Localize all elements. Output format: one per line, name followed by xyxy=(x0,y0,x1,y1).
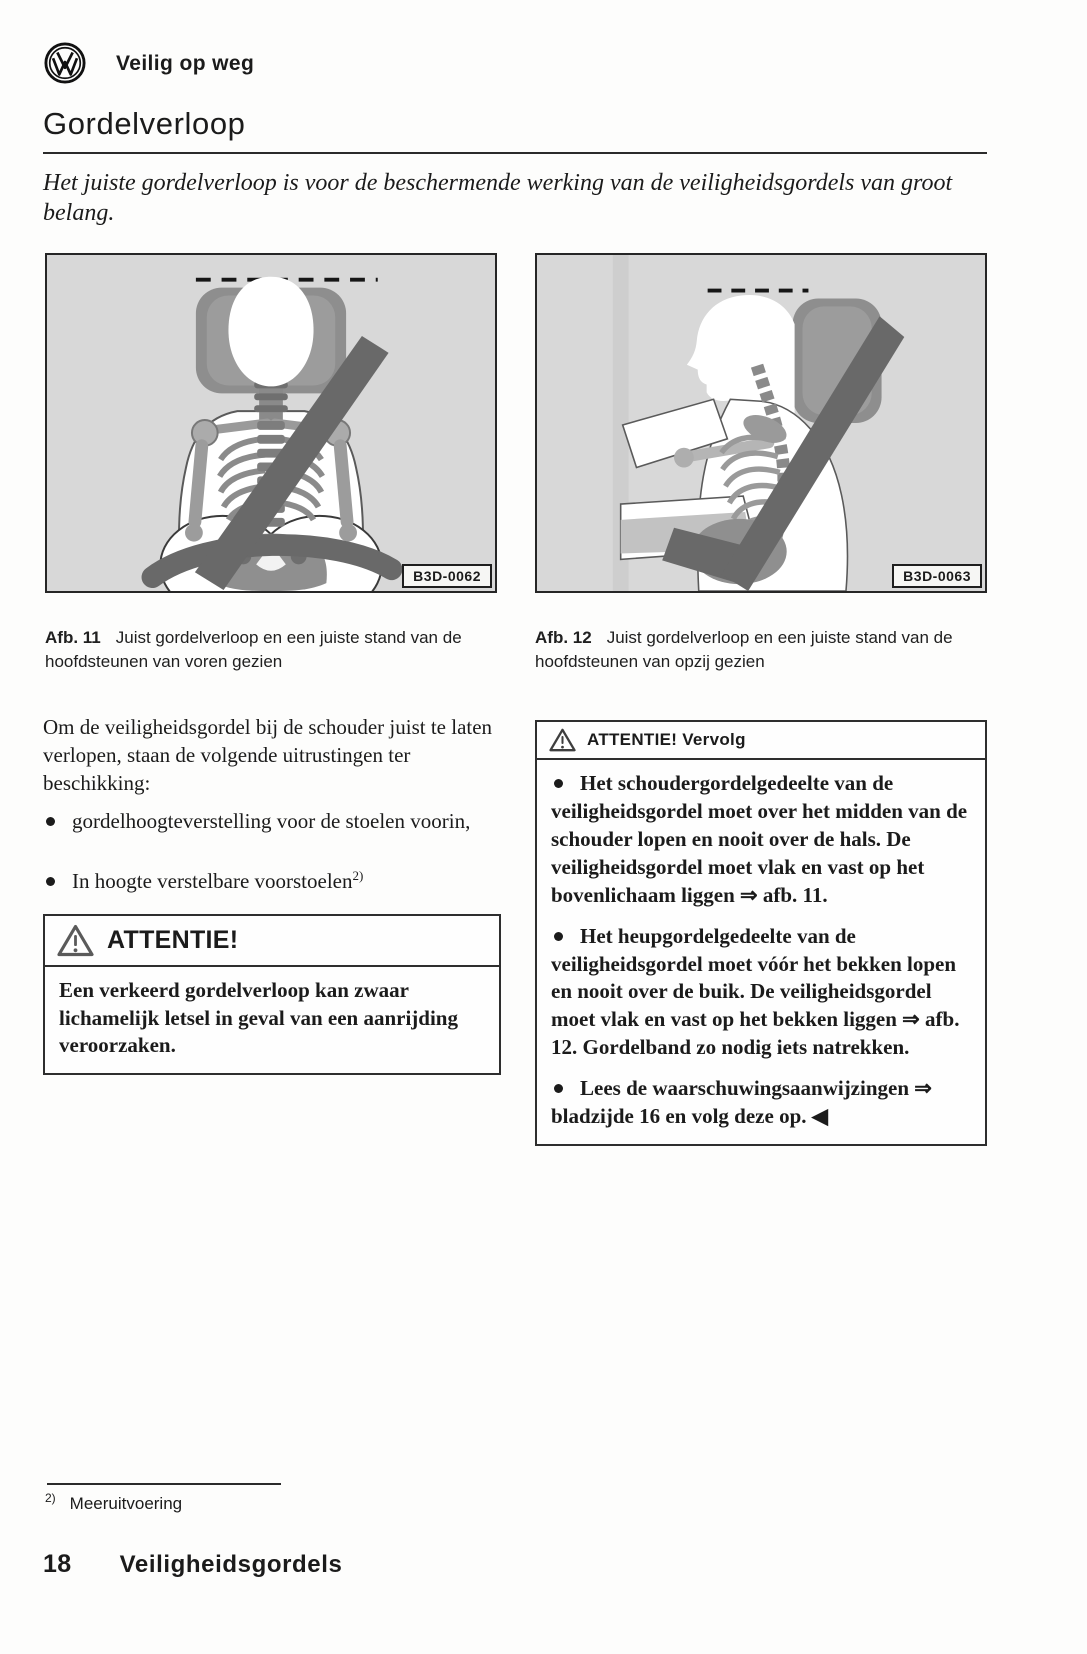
warning-body: Een verkeerd gordelverloop kan zwaar lichamelijk letsel in geval van een aanrijding veroorzaken. xyxy=(59,978,458,1058)
footnote-reference: 2) xyxy=(352,868,364,883)
warning-item-lap-belt: Het heupgordelgedeelte van de veiligheidsgordel moet vóór het bekken lopen en nooit over de buik. De veiligheidsgordel moet vlak en vast op het bekken liggen ⇒ afb. 12. Gordelband zo nodig iets natrekken. xyxy=(551,923,960,1060)
warning-body xyxy=(537,760,985,1144)
bullet-dot xyxy=(46,817,55,826)
warning-box xyxy=(43,914,501,1075)
warning-triangle-icon xyxy=(57,924,94,957)
figure-caption-afb-11 xyxy=(45,626,497,674)
title-rule xyxy=(43,152,987,154)
figure-caption-afb-12 xyxy=(535,626,987,674)
list-item-belt-height-adjuster: gordelhoogteverstelling voor de stoelen voorin, xyxy=(43,808,501,836)
figure-id-label: B3D-0062 xyxy=(402,564,492,588)
footnote-rule xyxy=(47,1483,281,1485)
caption-text: Juist gordelverloop en een juiste stand van de hoofdsteunen van voren gezien xyxy=(45,628,462,672)
page-title: Gordelverloop xyxy=(43,106,246,141)
warning-title: ATTENTIE! xyxy=(107,926,239,954)
intro-text: Het juiste gordelverloop is voor de beschermende werking van de veiligheidsgordels van groot belang. xyxy=(43,170,953,227)
list-item-height-adjustable-seats: In hoogte verstelbare voorstoelen$^{2)}$ xyxy=(43,868,501,896)
belt-routing-front-illustration xyxy=(47,255,495,591)
warning-title: ATTENTIE! Vervolg xyxy=(587,730,746,749)
bullet-dot xyxy=(554,779,563,788)
warning-header xyxy=(45,916,499,967)
intro-paragraph: Om de veiligheidsgordel bij de schouder juist te laten verlopen, staan de volgende uitrustingen ter beschikking: xyxy=(43,715,493,795)
warning-header xyxy=(537,722,985,760)
warning-continued-box xyxy=(535,720,987,1146)
belt-routing-side-illustration xyxy=(537,255,985,591)
figure-afb-11 xyxy=(45,253,497,593)
caption-text: Juist gordelverloop en een juiste stand van de hoofdsteunen van opzij gezien xyxy=(535,628,953,672)
bullet-dot xyxy=(46,877,55,886)
page-footer xyxy=(43,1550,342,1579)
chapter-name: Veiligheidsgordels xyxy=(119,1551,343,1578)
brand-text: Veilig op weg xyxy=(116,52,255,75)
caption-number: Afb. 12 xyxy=(535,628,592,647)
caption-number: Afb. 11 xyxy=(45,628,101,647)
warning-item-read-warnings: Lees de waarschuwingsaanwijzingen ⇒ bladzijde 16 en volg deze op. ◀ xyxy=(551,1076,932,1129)
figure-afb-12 xyxy=(535,253,987,593)
warning-item-shoulder-belt: Het schoudergordelgedeelte van de veiligheidsgordel moet over het midden van de schouder lopen en nooit over de hals. De veiligheidsgordel moet vlak en vast op het bovenlichaam liggen ⇒ afb. 11. xyxy=(551,771,968,907)
warning-triangle-icon xyxy=(549,728,576,752)
page-number: 18 xyxy=(43,1550,72,1578)
footnote: $^{2)}$ Meeruitvoering xyxy=(45,1491,183,1513)
bullet-dot xyxy=(554,932,563,941)
footnote-marker: 2) xyxy=(45,1491,56,1506)
vw-logo-icon xyxy=(44,42,86,84)
bullet-dot xyxy=(554,1084,563,1093)
figure-id-label: B3D-0063 xyxy=(892,564,982,588)
